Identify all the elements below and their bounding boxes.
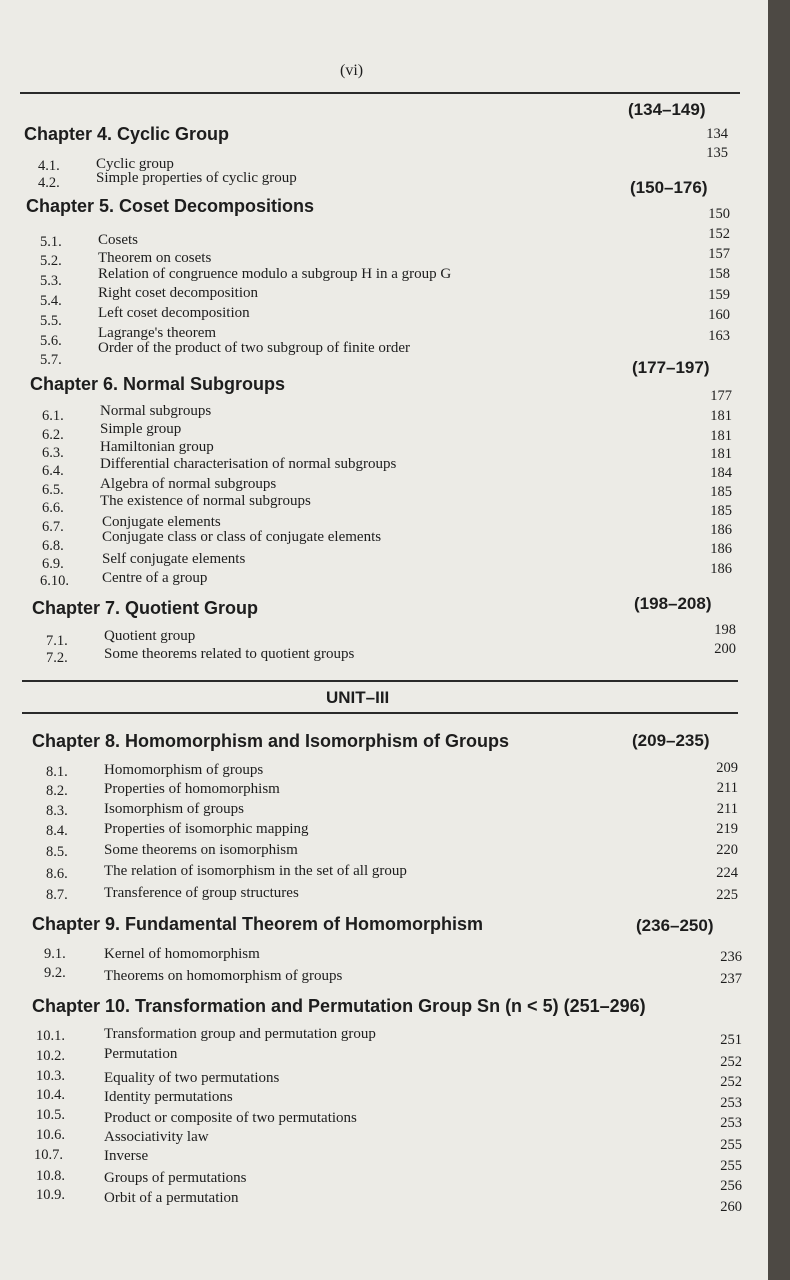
section-page: 225 [716,887,738,903]
section-page: 160 [708,307,730,323]
section-number: 8.4. [46,823,68,839]
section-title: Orbit of a permutation [104,1190,239,1206]
section-page: 220 [716,842,738,858]
chapter-heading: Chapter 8. Homomorphism and Isomorphism of Groups [32,731,510,751]
section-number: 9.2. [44,965,66,981]
section-title: Some theorems on isomorphism [104,842,298,858]
section-page: 211 [716,780,738,796]
section-page: 209 [716,760,738,776]
section-page: 185 [710,484,732,500]
section-number: 5.7. [40,352,62,368]
section-page: 211 [716,801,738,817]
section-page: 163 [708,328,730,344]
section-number: 5.4. [40,293,62,309]
section-number: 6.7. [42,519,64,535]
section-page: 251 [720,1032,742,1048]
section-title: Self conjugate elements [102,551,246,567]
section-number: 10.8. [36,1168,65,1184]
chapter-heading: Chapter 4. Cyclic Group [24,124,230,144]
section-page: 186 [710,522,732,538]
section-title: Simple properties of cyclic group [96,170,297,186]
section-page: 185 [710,503,732,519]
section-number: 7.1. [46,633,68,649]
section-page: 184 [710,465,732,481]
chapter-page-range: (209–235) [632,731,710,750]
section-number: 10.4. [36,1087,65,1103]
section-title: Simple group [100,421,182,437]
section-number: 6.8. [42,538,64,554]
section-title: Right coset decomposition [98,285,258,301]
section-title: Quotient group [104,628,196,644]
section-number: 8.5. [46,844,68,860]
section-page: 200 [714,641,736,657]
section-number: 9.1. [44,946,66,962]
section-title: Associativity law [104,1129,209,1145]
section-title: Theorem on cosets [98,250,212,266]
section-number: 8.7. [46,887,68,903]
section-number: 4.1. [38,158,60,174]
section-page: 152 [708,226,730,242]
unit-heading: UNIT–III [326,688,390,707]
section-number: 6.9. [42,556,64,572]
chapter-heading: Chapter 10. Transformation and Permutation Group Sn (n < 5) (251–296) [32,996,646,1016]
section-number: 10.7. [34,1147,63,1163]
section-page: 198 [714,622,736,638]
section-title: Algebra of normal subgroups [100,476,277,492]
section-page: 219 [716,821,738,837]
chapter-page-range: (198–208) [634,594,712,613]
page-folio: (vi) [340,62,364,79]
section-title: Groups of permutations [104,1170,247,1186]
section-title: Product or composite of two permutations [104,1110,357,1126]
section-page: 157 [708,246,730,262]
section-title: Isomorphism of groups [104,801,244,817]
section-page: 255 [720,1158,742,1174]
section-number: 10.5. [36,1107,65,1123]
section-number: 8.1. [46,764,68,780]
section-number: 6.6. [42,500,64,516]
chapter-page-range: (150–176) [630,178,708,197]
section-title: The existence of normal subgroups [100,493,311,509]
section-title: Kernel of homomorphism [104,946,260,962]
section-title: Transference of group structures [104,885,299,901]
section-number: 8.3. [46,803,68,819]
section-number: 10.2. [36,1048,65,1064]
section-title: Theorems on homomorphism of groups [104,968,343,984]
section-number: 10.9. [36,1187,65,1203]
chapter-page-range: (236–250) [636,916,714,935]
section-title: Transformation group and permutation group [104,1026,376,1042]
section-number: 4.2. [38,175,60,191]
section-title: Differential characterisation of normal subgroups [100,456,397,472]
section-title: Left coset decomposition [98,305,250,321]
section-number: 5.6. [40,333,62,349]
chapter-heading: Chapter 5. Coset Decompositions [26,196,315,216]
book-page-edge [768,0,790,1280]
section-page: 186 [710,561,732,577]
section-title: Order of the product of two subgroup of finite order [98,340,410,356]
section-title: Some theorems related to quotient groups [104,646,355,662]
section-title: Centre of a group [102,570,208,586]
header-rule [20,92,740,94]
section-number: 10.3. [36,1068,65,1084]
section-number: 8.2. [46,783,68,799]
section-page: 177 [710,388,732,404]
section-title: Permutation [104,1046,178,1062]
section-page: 150 [708,206,730,222]
section-title: Properties of isomorphic mapping [104,821,309,837]
section-page: 224 [716,865,738,881]
section-number: 6.1. [42,408,64,424]
section-page: 252 [720,1074,742,1090]
section-page: 236 [720,949,742,965]
section-title: Hamiltonian group [100,439,214,455]
section-number: 6.3. [42,445,64,461]
section-page: 253 [720,1115,742,1131]
unit-rule-top [22,680,738,682]
section-page: 181 [710,446,732,462]
section-title: Normal subgroups [100,403,212,419]
section-title: Lagrange's theorem [98,325,217,341]
section-number: 10.1. [36,1028,65,1044]
section-title: Equality of two permutations [104,1070,280,1086]
section-number: 8.6. [46,866,68,882]
section-number: 5.1. [40,234,62,250]
section-number: 10.6. [36,1127,65,1143]
section-title: Homomorphism of groups [104,762,264,778]
section-title: Cyclic group [96,156,174,172]
section-page: 252 [720,1054,742,1070]
section-title: Conjugate elements [102,514,221,530]
section-page: 260 [720,1199,742,1215]
chapter-heading: Chapter 9. Fundamental Theorem of Homomorphism [32,914,484,934]
chapter-heading: Chapter 7. Quotient Group [32,598,259,618]
section-number: 7.2. [46,650,68,666]
section-number: 5.5. [40,313,62,329]
section-number: 5.2. [40,253,62,269]
section-title: Identity permutations [104,1089,233,1105]
section-title: Inverse [104,1148,149,1164]
section-page: 159 [708,287,730,303]
chapter-page-range: (134–149) [628,100,706,119]
section-page: 237 [720,971,742,987]
section-page: 181 [710,408,732,424]
section-page: 135 [706,145,728,161]
section-page: 255 [720,1137,742,1153]
section-page: 181 [710,428,732,444]
section-number: 6.2. [42,427,64,443]
section-page: 186 [710,541,732,557]
section-page: 253 [720,1095,742,1111]
section-number: 5.3. [40,273,62,289]
section-page: 158 [708,266,730,282]
section-title: Relation of congruence modulo a subgroup H in a group G [98,266,452,282]
section-title: Conjugate class or class of conjugate elements [102,529,382,545]
section-number: 6.5. [42,482,64,498]
section-page: 134 [706,126,728,142]
section-number: 6.4. [42,463,64,479]
chapter-heading: Chapter 6. Normal Subgroups [30,374,286,394]
section-title: Cosets [98,232,139,248]
section-title: Properties of homomorphism [104,781,280,797]
section-number: 6.10. [40,573,69,589]
section-title: The relation of isomorphism in the set of all group [104,863,407,879]
unit-rule-bottom [22,712,738,714]
chapter-page-range: (177–197) [632,358,710,377]
section-page: 256 [720,1178,742,1194]
